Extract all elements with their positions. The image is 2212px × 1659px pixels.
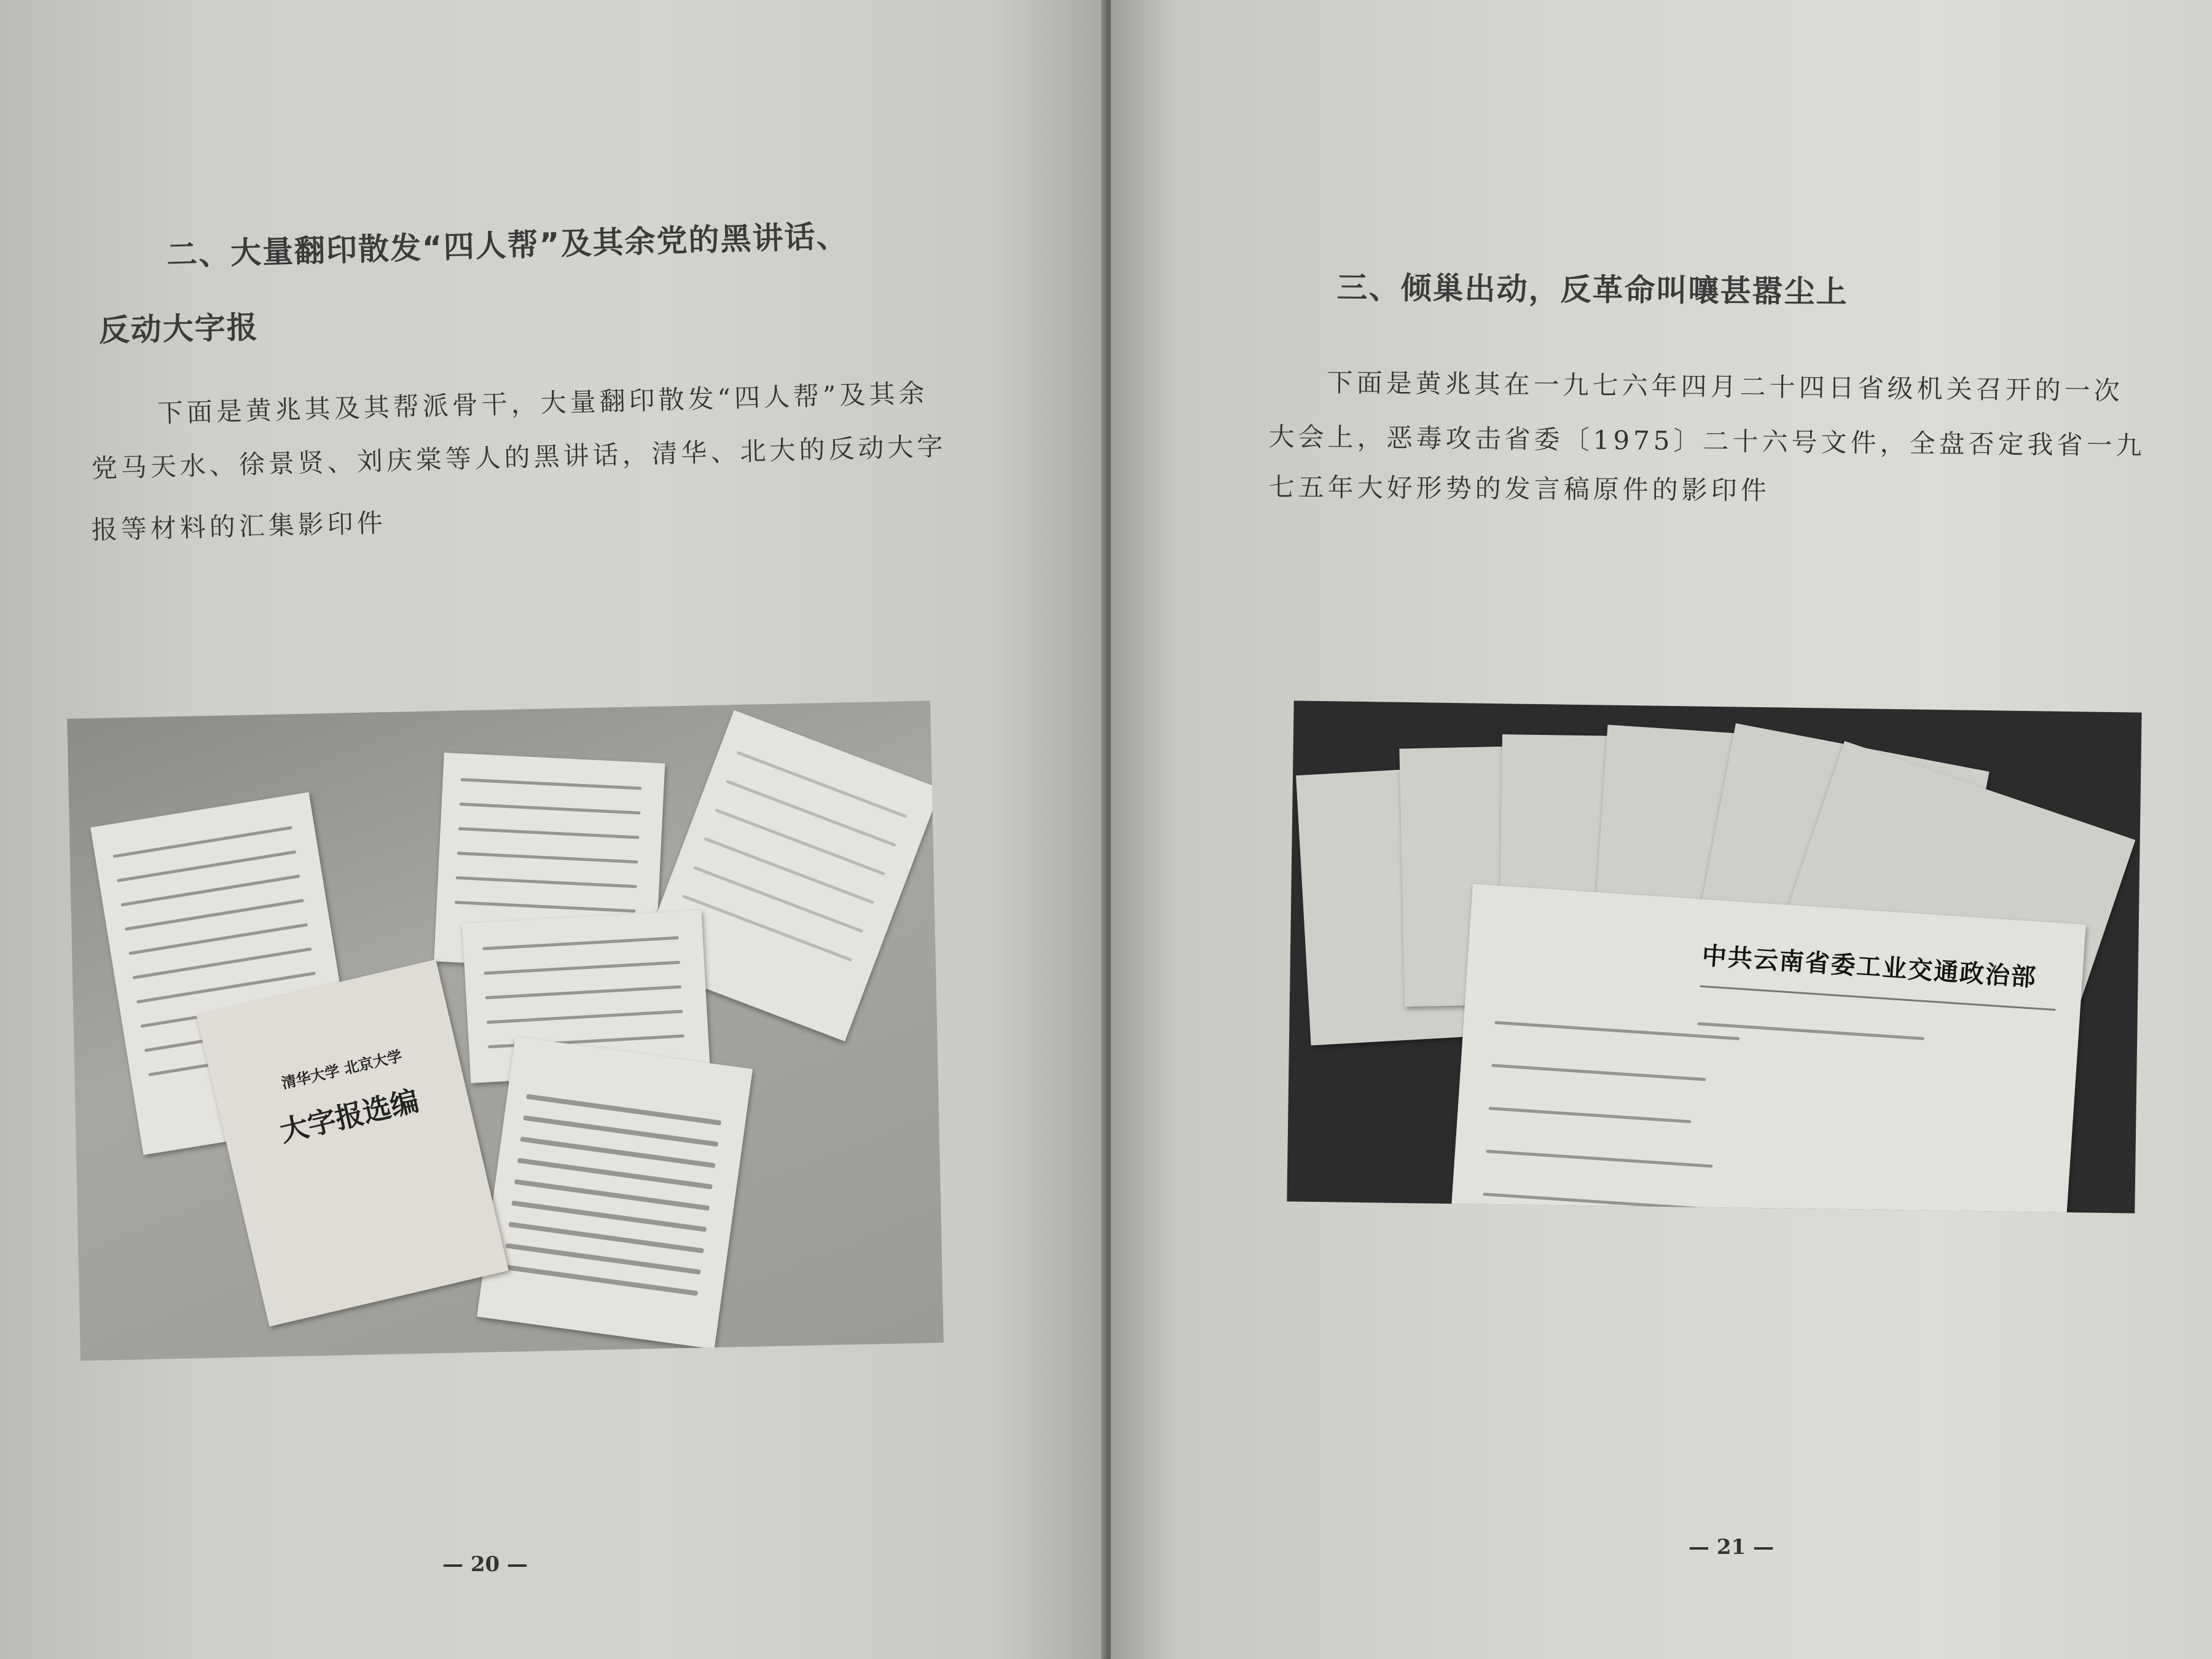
booklet-cover-line1: 清华大学 北京大学 <box>280 1046 404 1092</box>
right-paragraph-line2: 大会上，恶毒攻击省委〔1975〕二十六号文件，全盘否定我省一九 <box>1268 421 2146 461</box>
left-paragraph-line3: 报等材料的汇集影印件 <box>91 508 387 545</box>
left-heading-line1: 二、大量翻印散发“四人帮”及其余党的黑讲话、 <box>166 218 849 273</box>
left-paragraph-line1: 下面是黄兆其及其帮派骨干，大量翻印散发“四人帮”及其余 <box>157 378 929 428</box>
left-heading-line2: 反动大字报 <box>98 309 259 348</box>
right-paragraph-line1: 下面是黄兆其在一九七六年四月二十四日省级机关召开的一次 <box>1327 367 2124 406</box>
left-paragraph-line2: 党马天水、徐景贤、刘庆棠等人的黑讲话，清华、北大的反动大字 <box>91 431 947 484</box>
left-page-number: — 20 — <box>442 1552 528 1577</box>
right-photo-documents <box>1287 700 2141 1213</box>
right-page-number: — 21 — <box>1688 1535 1774 1559</box>
booklet-cover-line2: 大字报选编 <box>276 1083 422 1148</box>
photo-letterhead-sheet <box>1450 884 2086 1214</box>
right-page <box>1111 0 2212 1659</box>
right-paragraph-line3: 七五年大好形势的发言稿原件的影印件 <box>1268 471 1770 506</box>
photo-booklet-cover <box>197 959 509 1327</box>
photo-dense-text-sheet <box>477 1037 753 1349</box>
letterhead-title: 中共云南省委工业交通政治部 <box>1701 941 2038 992</box>
right-heading: 三、倾巢出动，反革命叫嚷甚嚣尘上 <box>1336 269 1848 310</box>
left-photo-documents <box>67 700 944 1360</box>
